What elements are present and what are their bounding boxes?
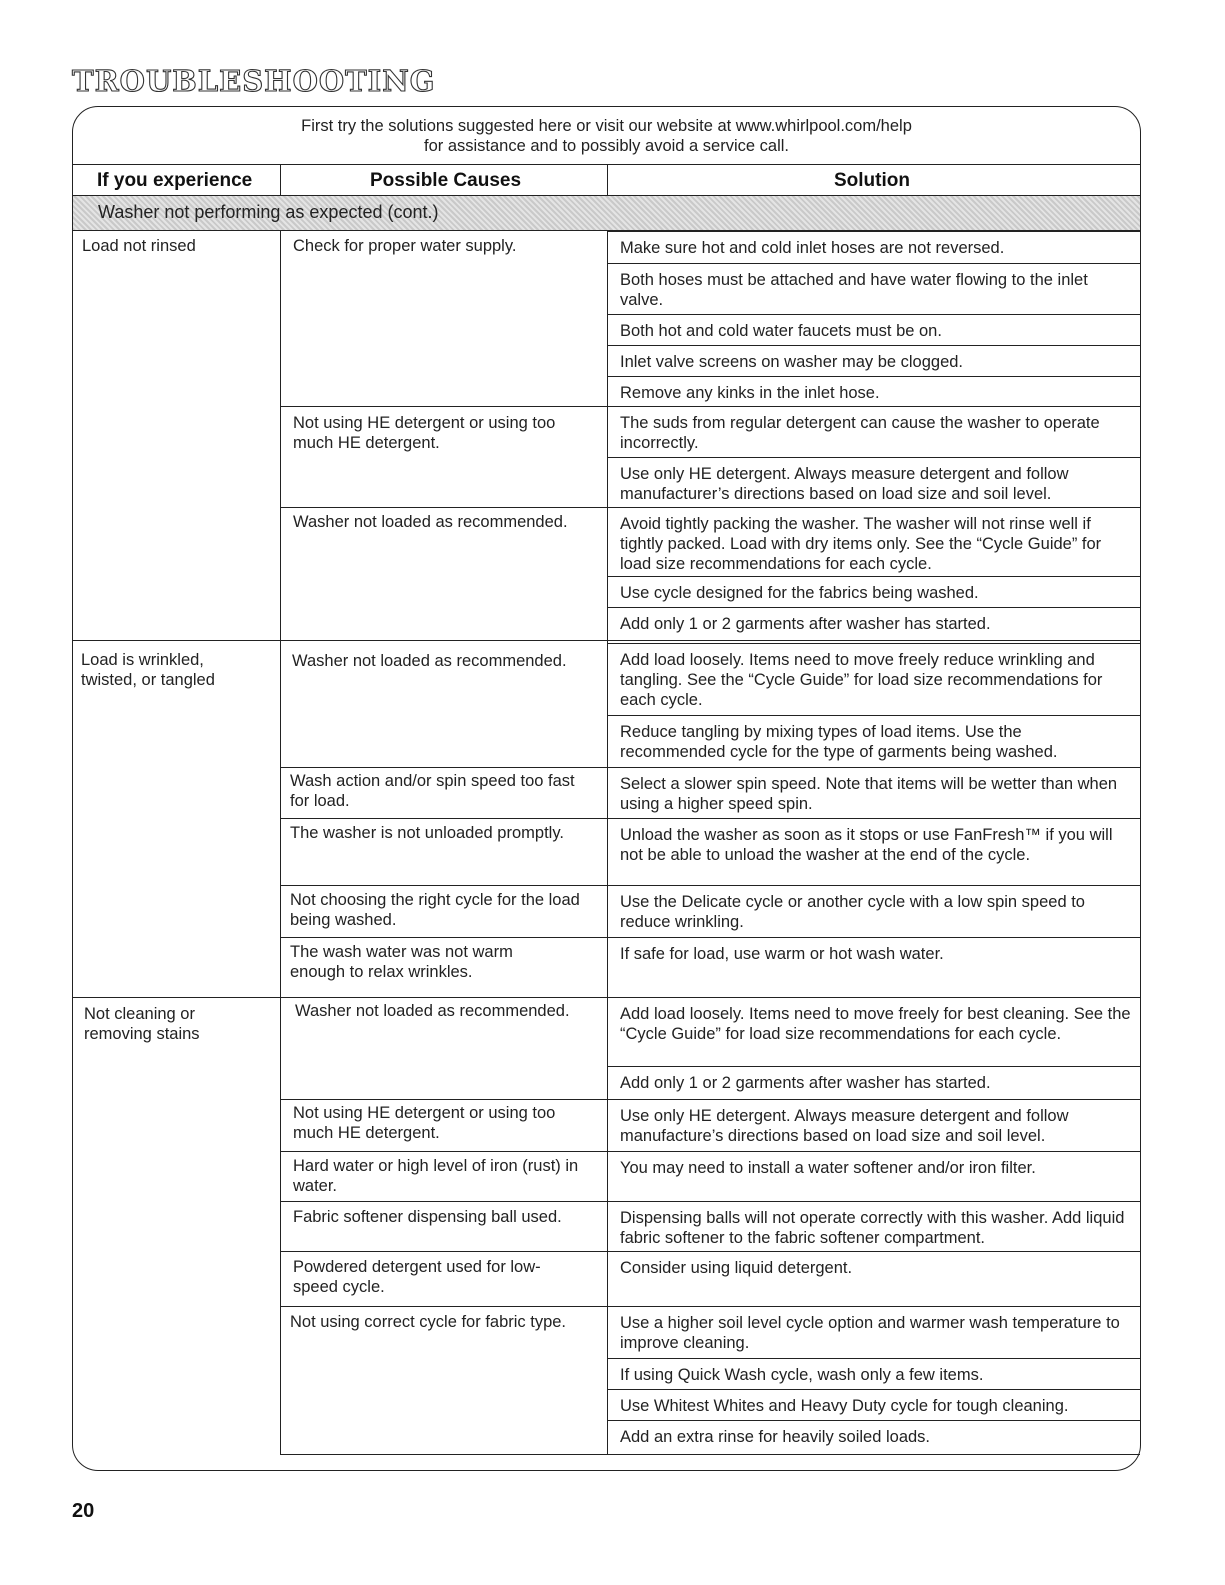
solution-item: Use only HE detergent. Always measure detergent and follow manufacturer’s directions based on load size and soil level.: [608, 457, 1141, 509]
solution-item: Use the Delicate cycle or another cycle with a low spin speed to reduce wrinkling.: [608, 885, 1141, 938]
cause-he-detergent: Not using HE detergent or using too much HE detergent.: [293, 1104, 556, 1142]
solution-item: You may need to install a water softener and/or iron filter.: [608, 1151, 1141, 1202]
column-divider-1: [280, 231, 281, 1454]
intro-line-2: for assistance and to possibly avoid a service call.: [423, 137, 789, 155]
solution-item: Inlet valve screens on washer may be clogged.: [608, 345, 1141, 377]
cause-powdered-detergent: Powdered detergent used for low-speed cycle.: [293, 1258, 541, 1296]
header-causes: Possible Causes: [370, 170, 522, 191]
solution-item: Add only 1 or 2 garments after washer has started.: [608, 607, 1141, 641]
solution-item: Avoid tightly packing the washer. The washer will not rinse well if tightly packed. Load with dry items only. See the “Cycle Guide” for load size recommendations for each cycle.: [608, 507, 1141, 577]
page-number: 20: [72, 1500, 95, 1522]
problem-load-not-rinsed: Load not rinsed: [82, 237, 196, 255]
header-divider-2: [607, 164, 608, 196]
solution-item: Make sure hot and cold inlet hoses are not reversed.: [608, 231, 1141, 265]
cause-divider: [280, 885, 608, 886]
cause-hard-water: Hard water or high level of iron (rust) in water.: [293, 1157, 579, 1195]
solution-item: Use cycle designed for the fabrics being washed.: [608, 576, 1141, 608]
solution-item: Dispensing balls will not operate correctly with this washer. Add liquid fabric softener to the fabric softener compartment.: [608, 1201, 1141, 1252]
cause-divider: [280, 507, 608, 508]
solution-item: Unload the washer as soon as it stops or use FanFresh™ if you will not be able to unload the washer at the end of the cycle.: [608, 818, 1141, 886]
problem-load-wrinkled: Load is wrinkled, twisted, or tangled: [81, 651, 215, 689]
header-experience: If you experience: [97, 170, 253, 191]
cause-divider: [280, 1099, 608, 1100]
cause-not-loaded: Washer not loaded as recommended.: [292, 652, 567, 670]
problem-not-cleaning: Not cleaning or removing stains: [84, 1005, 200, 1043]
solution-item: Add load loosely. Items need to move freely reduce wrinkling and tangling. See the “Cycle Guide” for load size recommendations for each cycle.: [608, 643, 1141, 716]
solution-item: Reduce tangling by mixing types of load items. Use the recommended cycle for the type of garments being washed.: [608, 715, 1141, 769]
cause-divider: [280, 1251, 608, 1252]
cause-not-loaded: Washer not loaded as recommended.: [295, 1002, 570, 1020]
cause-spin-speed: Wash action and/or spin speed too fast for load.: [290, 772, 575, 810]
intro-text: [72, 116, 1141, 156]
cause-wrong-cycle: Not choosing the right cycle for the load being washed.: [290, 891, 580, 929]
solution-item: The suds from regular detergent can cause the washer to operate incorrectly.: [608, 406, 1141, 458]
solution-item: Add an extra rinse for heavily soiled loads.: [608, 1420, 1141, 1454]
cause-divider: [280, 767, 608, 768]
cause-divider: [280, 818, 608, 819]
cause-water-not-warm: The wash water was not warm enough to relax wrinkles.: [290, 943, 513, 981]
cause-divider: [280, 1151, 608, 1152]
solution-item: Use Whitest Whites and Heavy Duty cycle for tough cleaning.: [608, 1389, 1141, 1421]
cause-he-detergent: Not using HE detergent or using too much HE detergent.: [293, 414, 556, 452]
solution-item: Remove any kinks in the inlet hose.: [608, 376, 1141, 408]
header-divider-1: [280, 164, 281, 196]
section-title: Washer not performing as expected (cont.): [98, 202, 439, 222]
cause-water-supply: Check for proper water supply.: [293, 237, 517, 255]
cause-divider: [280, 937, 608, 938]
table-bottom-rule: [280, 1454, 1140, 1455]
header-solution: Solution: [834, 170, 910, 191]
cause-divider: [280, 406, 608, 407]
solution-item: Add load loosely. Items need to move freely for best cleaning. See the “Cycle Guide” for load size recommendations for each cycle.: [608, 997, 1141, 1067]
solution-item: Select a slower spin speed. Note that items will be wetter than when using a higher speed spin.: [608, 767, 1141, 819]
cause-wrong-cycle-fabric: Not using correct cycle for fabric type.: [290, 1313, 567, 1331]
solution-item: Consider using liquid detergent.: [608, 1251, 1141, 1307]
cause-divider: [280, 1306, 608, 1307]
solution-item: Use only HE detergent. Always measure detergent and follow manufacture’s directions based on load size and soil level.: [608, 1099, 1141, 1152]
solution-item: If using Quick Wash cycle, wash only a few items.: [608, 1358, 1141, 1390]
solution-item: If safe for load, use warm or hot wash water.: [608, 937, 1141, 998]
cause-not-loaded: Washer not loaded as recommended.: [293, 513, 568, 531]
solution-item: Add only 1 or 2 garments after washer has started.: [608, 1066, 1141, 1100]
page-title: TROUBLESHOOTING: [72, 64, 436, 98]
cause-not-unloaded: The washer is not unloaded promptly.: [290, 824, 564, 842]
cause-divider: [280, 1201, 608, 1202]
section-banner: [73, 195, 1140, 231]
solution-item: Use a higher soil level cycle option and warmer wash temperature to improve cleaning.: [608, 1306, 1141, 1359]
cause-softener-ball: Fabric softener dispensing ball used.: [293, 1208, 562, 1226]
solution-item: Both hot and cold water faucets must be on.: [608, 314, 1141, 346]
intro-line-1: First try the solutions suggested here or visit our website at www.whirlpool.com/help: [301, 117, 912, 135]
solution-item: Both hoses must be attached and have water flowing to the inlet valve.: [608, 263, 1141, 315]
